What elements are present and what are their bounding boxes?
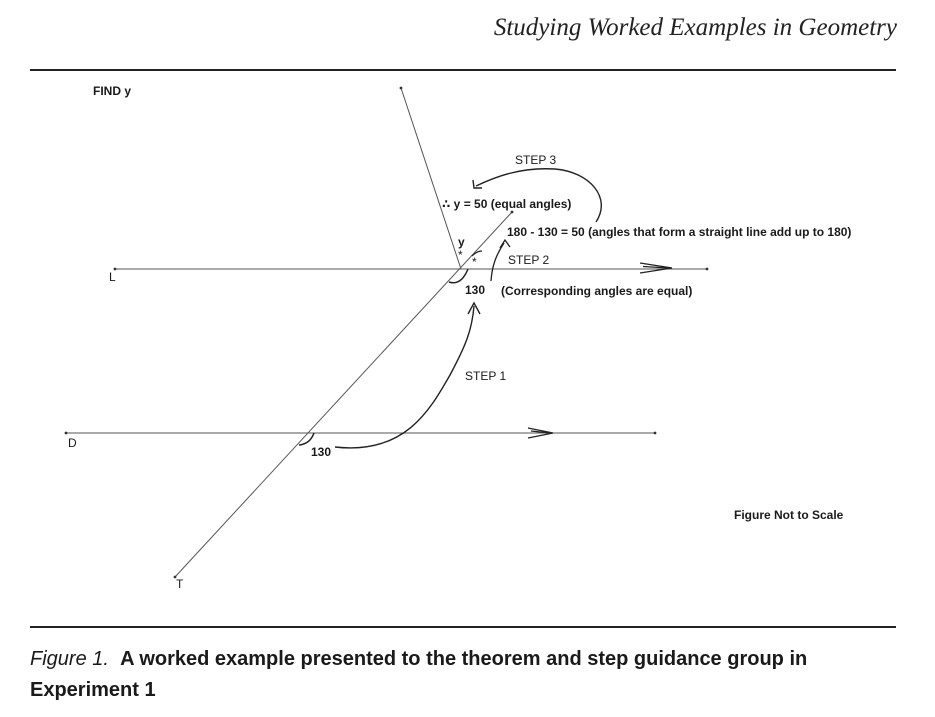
parallel-arrow-l <box>640 263 672 273</box>
figure-caption <box>30 644 910 706</box>
angle-arc-upper <box>449 269 468 283</box>
point-d-dot <box>65 432 68 435</box>
conclusion-text: ∴ y = 50 (equal angles) <box>442 197 572 211</box>
ray-y <box>401 88 461 269</box>
step2-arrow <box>491 243 504 281</box>
find-y-label: FIND y <box>93 84 132 98</box>
ray-end-dot <box>400 87 403 90</box>
caption-label: Figure 1. <box>30 648 109 670</box>
bottom-rule <box>30 626 896 628</box>
point-d-end-dot <box>654 432 657 435</box>
step1-label: STEP 1 <box>465 369 507 383</box>
running-head-title: Studying Worked Examples in Geometry <box>493 14 897 41</box>
point-d-label: D <box>68 436 77 450</box>
step3-arrow <box>476 169 601 222</box>
transversal-t <box>175 212 512 577</box>
point-l-end-dot <box>706 268 709 271</box>
step2-arrowhead <box>500 240 510 248</box>
angle-130-lower: 130 <box>311 445 332 459</box>
angle-130-upper: 130 <box>465 283 486 297</box>
point-l-label: L <box>109 270 116 284</box>
corresponding-note: (Corresponding angles are equal) <box>501 284 693 298</box>
step1-arrow <box>335 306 474 448</box>
straight-line-note: 180 - 130 = 50 (angles that form a straight line add up to 180) <box>507 225 852 239</box>
angle-y-label: y <box>458 235 465 249</box>
point-t-label: T <box>176 577 184 591</box>
angle-star-right: * <box>472 255 477 269</box>
not-to-scale-note: Figure Not to Scale <box>734 508 844 522</box>
step3-label: STEP 3 <box>515 153 557 167</box>
step2-label: STEP 2 <box>508 253 550 267</box>
caption-text: A worked example presented to the theorem and step guidance group in Experiment 1 <box>30 648 808 701</box>
transversal-end-dot <box>511 211 514 214</box>
angle-star-left: * <box>458 248 463 262</box>
